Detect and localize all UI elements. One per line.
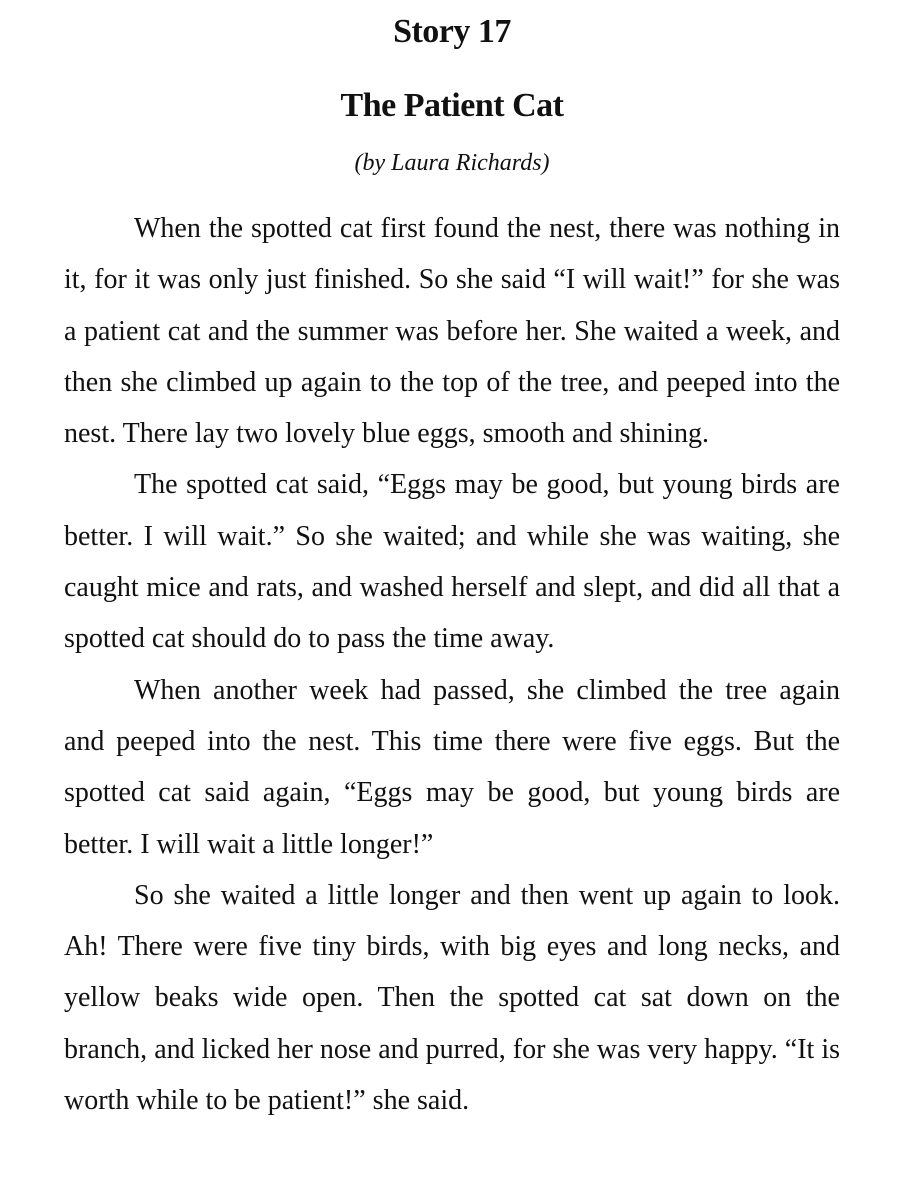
story-paragraph-2: The spotted cat said, “Eggs may be good, but young birds are better. I will wait.” So she waited; and while she was waiting, she caught mice and rats, and washed herself and slept, and did all that a spotted cat should do to pass the time away. (64, 469, 840, 655)
story-number: Story 17 (393, 13, 511, 50)
story-body (64, 203, 840, 1126)
story-paragraph-1: When the spotted cat first found the nest, there was nothing in it, for it was only just finished. So she said “I will wait!” for she was a patient cat and the summer was before her. She waited a week, and then she climbed up again to the top of the tree, and peeped into the nest. There lay two lovely blue eggs, smooth and shining. (64, 213, 840, 450)
story-paragraph-4: So she waited a little longer and then went up again to look. Ah! There were five tiny birds, with big eyes and long necks, and yellow beaks wide open. Then the spotted cat sat down on the branch, and licked her nose and purred, for she was very happy. “It is worth while to be patient!” she said. (64, 879, 840, 1117)
story-page (64, 0, 840, 1126)
story-paragraph-3: When another week had passed, she climbed the tree again and peeped into the nest. This time there were five eggs. But the spotted cat said again, “Eggs may be good, but young birds are better. I will wait a little longer!” (64, 674, 840, 860)
story-title: The Patient Cat (340, 87, 564, 124)
story-author: (by Laura Richards) (354, 150, 550, 176)
